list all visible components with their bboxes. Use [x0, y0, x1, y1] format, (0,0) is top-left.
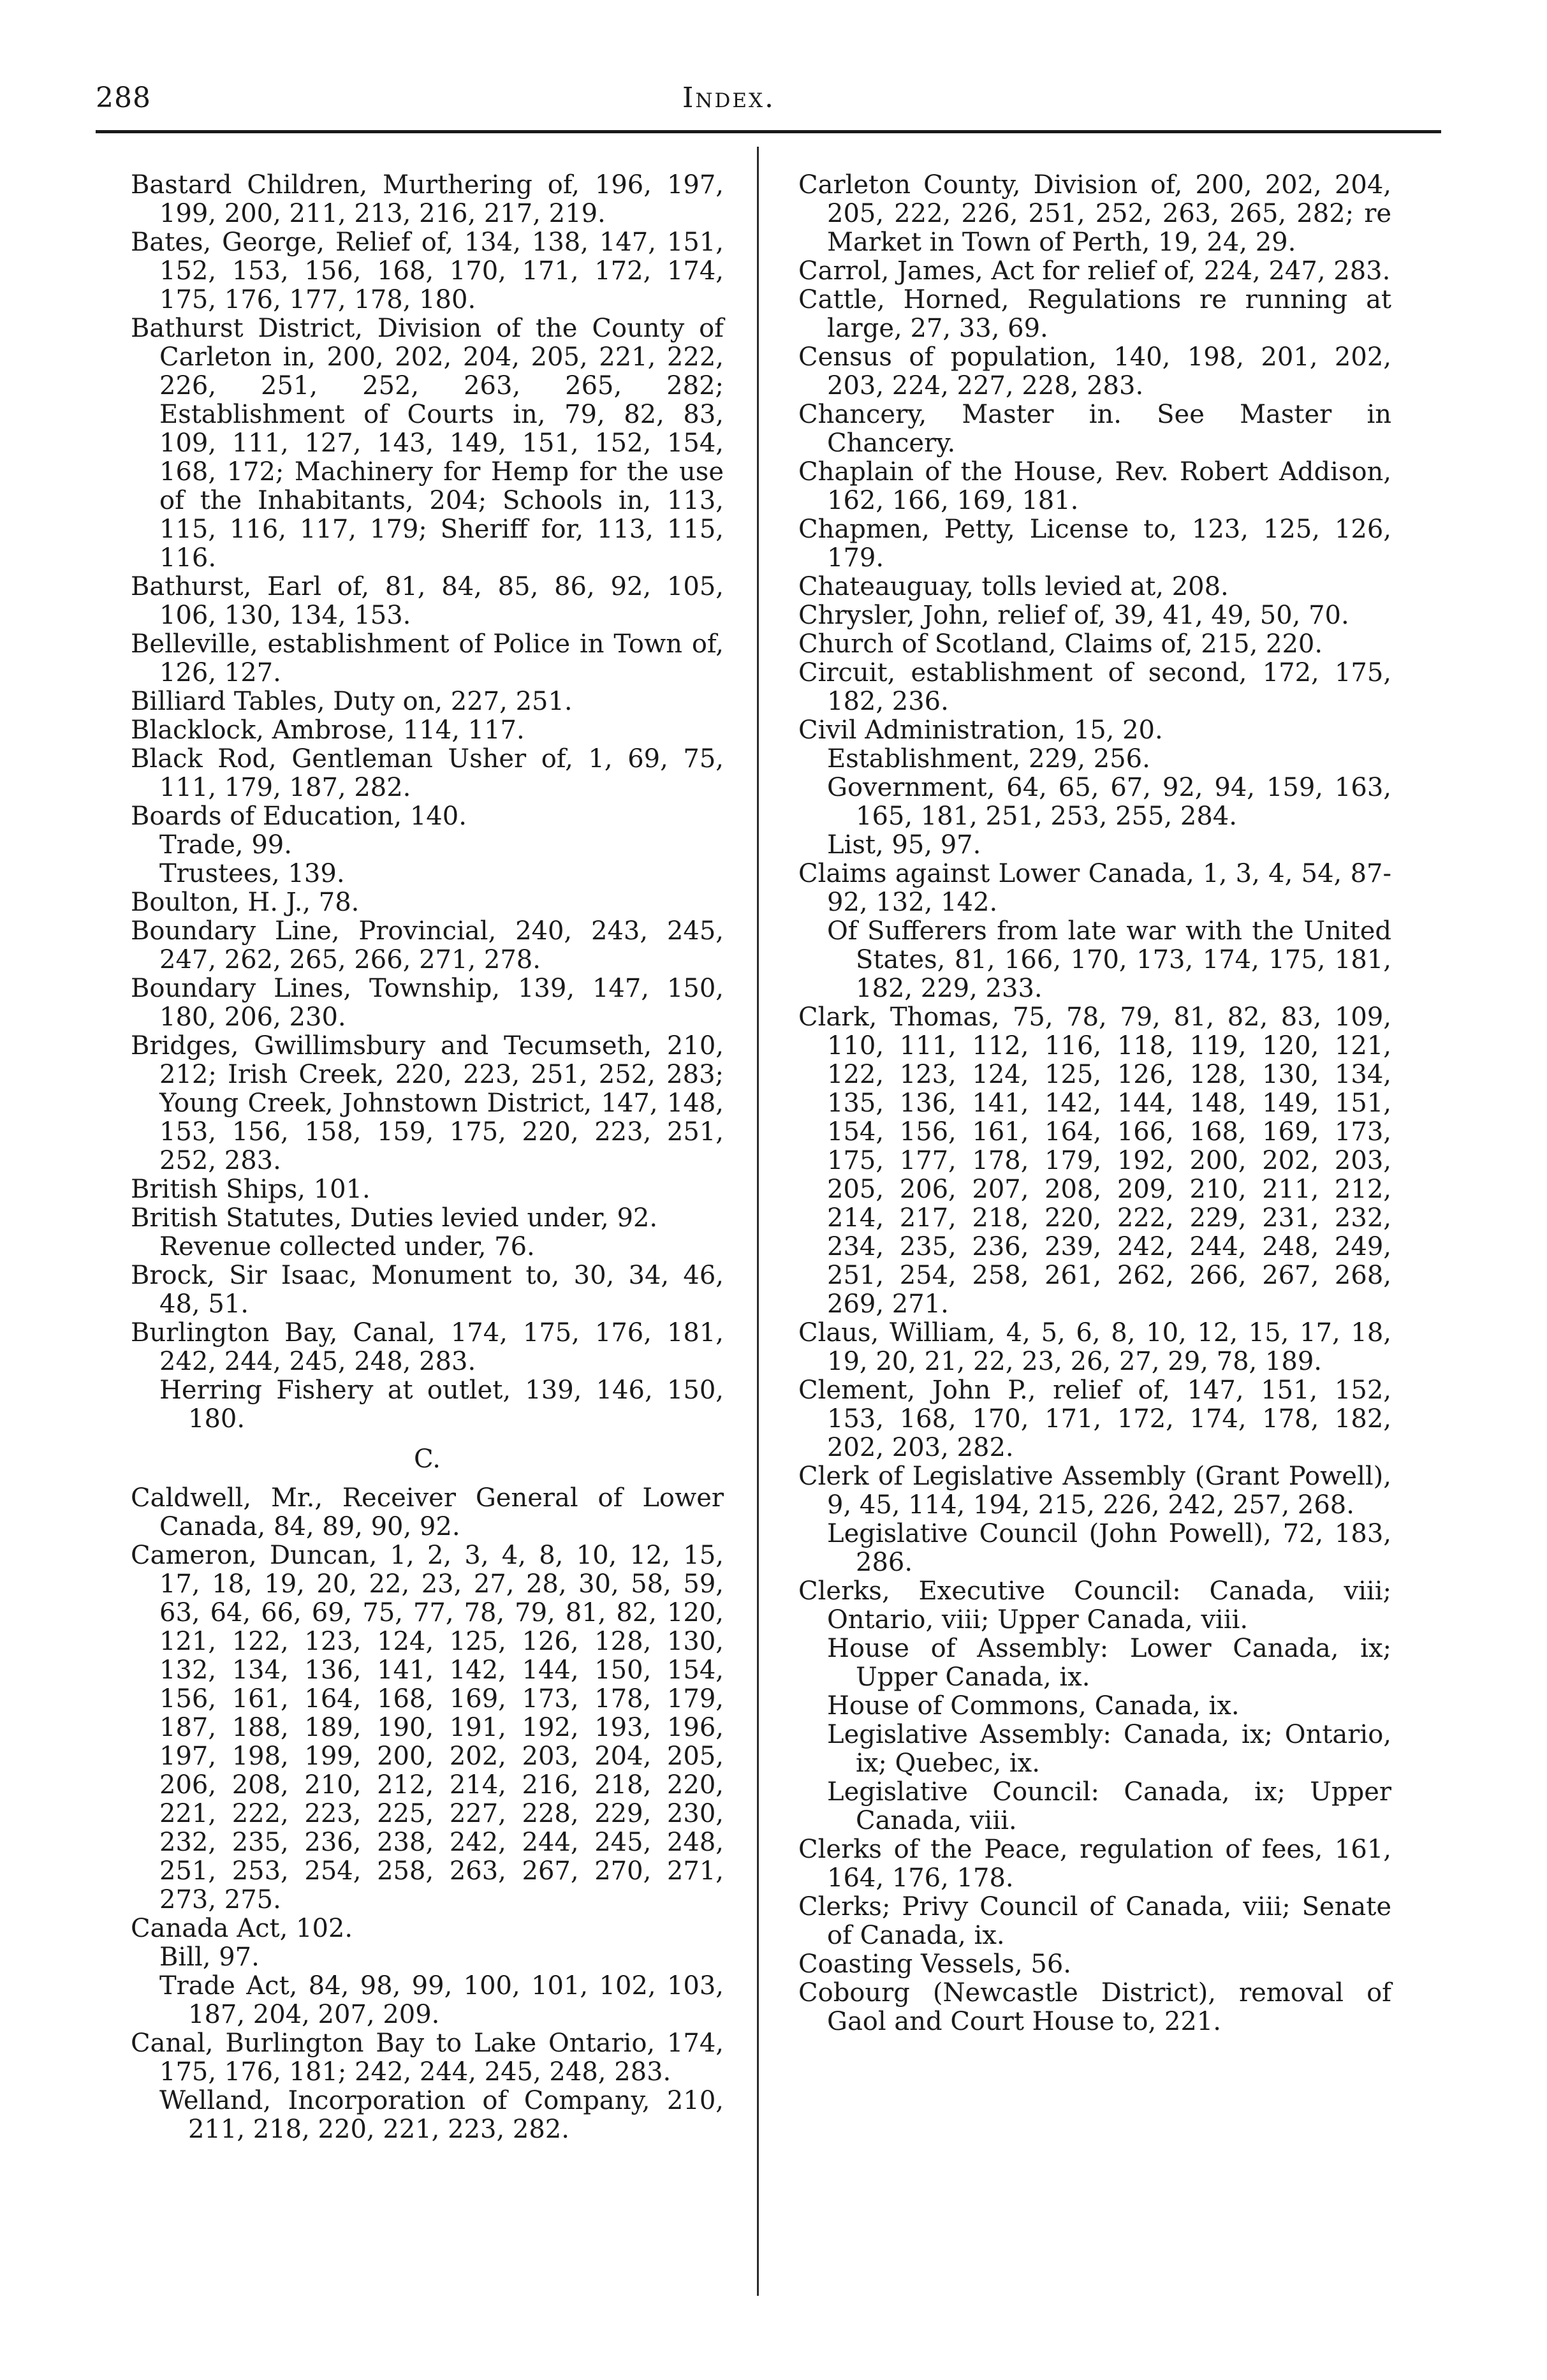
index-entry: Canal, Burlington Bay to Lake Ontario, 174, 175, 176, 181; 242, 244, 245, 248, 283. [131, 2029, 724, 2087]
index-entry: Chapmen, Petty, License to, 123, 125, 126, 179. [798, 515, 1391, 573]
index-subentry: Revenue collected under, 76. [159, 1232, 535, 1261]
index-entry: Chancery, Master in. See Master in Chancery. [798, 400, 1391, 458]
index-entry: Chaplain of the House, Rev. Robert Addison, 162, 166, 169, 181. [798, 457, 1391, 515]
index-subentry: House of Commons, Canada, ix. [827, 1691, 1240, 1721]
index-entry: Bathurst, Earl of, 81, 84, 85, 86, 92, 105, 106, 130, 134, 153. [131, 572, 724, 630]
index-entry: Burlington Bay, Canal, 174, 175, 176, 181, 242, 244, 245, 248, 283. [131, 1318, 724, 1376]
index-subentry: Bill, 97. [159, 1943, 260, 1972]
index-entry: Belleville, establishment of Police in Town of, 126, 127. [131, 629, 724, 687]
index-entry: Black Rod, Gentleman Usher of, 1, 69, 75, 111, 179, 187, 282. [131, 744, 724, 802]
index-entry: Claims against Lower Canada, 1, 3, 4, 54, 87-92, 132, 142. [798, 859, 1391, 917]
index-entry: Clerks, Executive Council: Canada, viii; Ontario, viii; Upper Canada, viii. [798, 1576, 1391, 1634]
index-entry: Cattle, Horned, Regulations re running at large, 27, 33, 69. [798, 285, 1391, 343]
index-entry: Census of population, 140, 198, 201, 202, 203, 224, 227, 228, 283. [798, 342, 1391, 400]
index-subentry: Trustees, 139. [159, 859, 345, 888]
index-entry: Billiard Tables, Duty on, 227, 251. [131, 687, 573, 716]
index-entry: Civil Administration, 15, 20. [798, 716, 1163, 745]
index-entry: Caldwell, Mr., Receiver General of Lower Canada, 84, 89, 90, 92. [131, 1483, 724, 1541]
index-entry: Bastard Children, Murthering of, 196, 197, 199, 200, 211, 213, 216, 217, 219. [131, 170, 724, 228]
index-subentry: House of Assembly: Lower Canada, ix; Upper Canada, ix. [827, 1634, 1391, 1692]
index-subentry: Legislative Council: Canada, ix; Upper Canada, viii. [827, 1777, 1391, 1835]
index-entry: Circuit, establishment of second, 172, 175, 182, 236. [798, 658, 1391, 716]
index-entry: Church of Scotland, Claims of, 215, 220. [798, 629, 1323, 659]
index-entry: Canada Act, 102. [131, 1914, 353, 1943]
index-entry: Coasting Vessels, 56. [798, 1950, 1071, 1979]
index-subentry: List, 95, 97. [827, 830, 981, 860]
index-subentry: Trade, 99. [159, 830, 292, 860]
header-rule [96, 130, 1441, 133]
index-subentry: Herring Fishery at outlet, 139, 146, 150, 180. [159, 1376, 724, 1434]
index-entry: Boards of Education, 140. [131, 802, 467, 831]
index-subentry: Government, 64, 65, 67, 92, 94, 159, 163, 165, 181, 251, 253, 255, 284. [827, 773, 1391, 831]
index-subentry: Welland, Incorporation of Company, 210, 211, 218, 220, 221, 223, 282. [159, 2086, 724, 2144]
index-entry: Clerks of the Peace, regulation of fees, 161, 164, 176, 178. [798, 1835, 1391, 1893]
index-subentry: Establishment, 229, 256. [827, 744, 1150, 774]
index-entry: Chateauguay, tolls levied at, 208. [798, 572, 1229, 601]
index-entry: Clerks; Privy Council of Canada, viii; Senate of Canada, ix. [798, 1892, 1391, 1950]
index-entry: Blacklock, Ambrose, 114, 117. [131, 716, 525, 745]
right-column [798, 171, 1391, 2036]
index-subentry: Legislative Assembly: Canada, ix; Ontario, ix; Quebec, ix. [827, 1720, 1391, 1778]
index-entry: Bridges, Gwillimsbury and Tecumseth, 210, 212; Irish Creek, 220, 223, 251, 252, 283; Young Creek, Johnstown District, 147, 148, 153, 156, 158, 159, 175, 220, 223, 251, 252, 283. [131, 1031, 724, 1175]
index-entry: Bathurst District, Division of the County of Carleton in, 200, 202, 204, 205, 221, 222, 226, 251, 252, 263, 265, 282; Establishment of Courts in, 79, 82, 83, 109, 111, 127, 143, 149, 151, 152, 154, 168, 172; Machinery for Hemp for the use of the Inhabitants, 204; Schools in, 113, 115, 116, 117, 179; Sheriff for, 113, 115, 116. [131, 314, 724, 573]
index-entry: Clark, Thomas, 75, 78, 79, 81, 82, 83, 109, 110, 111, 112, 116, 118, 119, 120, 121, 122, 123, 124, 125, 126, 128, 130, 134, 135, 136, 141, 142, 144, 148, 149, 151, 154, 156, 161, 164, 166, 168, 169, 173, 175, 177, 178, 179, 192, 200, 202, 203, 205, 206, 207, 208, 209, 210, 211, 212, 214, 217, 218, 220, 222, 229, 231, 232, 234, 235, 236, 239, 242, 244, 248, 249, 251, 254, 258, 261, 262, 266, 267, 268, 269, 271. [798, 1003, 1391, 1319]
index-entry: Clerk of Legislative Assembly (Grant Powell), 9, 45, 114, 194, 215, 226, 242, 257, 268. [798, 1462, 1391, 1520]
column-divider [757, 147, 759, 2296]
index-entry: Cobourg (Newcastle District), removal of Gaol and Court House to, 221. [798, 1978, 1391, 2036]
left-column [131, 171, 724, 2144]
index-subentry: Trade Act, 84, 98, 99, 100, 101, 102, 103, 187, 204, 207, 209. [159, 1971, 724, 2029]
index-entry: Boundary Line, Provincial, 240, 243, 245, 247, 262, 265, 266, 271, 278. [131, 916, 724, 974]
index-entry: Claus, William, 4, 5, 6, 8, 10, 12, 15, 17, 18, 19, 20, 21, 22, 23, 26, 27, 29, 78, 189. [798, 1318, 1391, 1376]
page-number: 288 [96, 82, 151, 114]
index-entry: British Ships, 101. [131, 1175, 370, 1204]
index-subentry: Of Sufferers from late war with the United States, 81, 166, 170, 173, 174, 175, 181, 182, 229, 233. [827, 916, 1391, 1003]
index-entry: British Statutes, Duties levied under, 92. [131, 1203, 658, 1233]
index-entry: Carleton County, Division of, 200, 202, 204, 205, 222, 226, 251, 252, 263, 265, 282; re Market in Town of Perth, 19, 24, 29. [798, 170, 1391, 257]
index-entry: Carrol, James, Act for relief of, 224, 247, 283. [798, 256, 1391, 286]
index-entry: Boundary Lines, Township, 139, 147, 150, 180, 206, 230. [131, 974, 724, 1032]
index-entry: Brock, Sir Isaac, Monument to, 30, 34, 46, 48, 51. [131, 1261, 724, 1319]
page-header [96, 82, 1441, 126]
index-entry: Chrysler, John, relief of, 39, 41, 49, 50, 70. [798, 601, 1349, 630]
index-entry: Clement, John P., relief of, 147, 151, 152, 153, 168, 170, 171, 172, 174, 178, 182, 202, 203, 282. [798, 1376, 1391, 1462]
index-subentry: Legislative Council (John Powell), 72, 183, 286. [827, 1519, 1391, 1577]
index-entry: Cameron, Duncan, 1, 2, 3, 4, 8, 10, 12, 15, 17, 18, 19, 20, 22, 23, 27, 28, 30, 58, 59, 63, 64, 66, 69, 75, 77, 78, 79, 81, 82, 120, 121, 122, 123, 124, 125, 126, 128, 130, 132, 134, 136, 141, 142, 144, 150, 154, 156, 161, 164, 168, 169, 173, 178, 179, 187, 188, 189, 190, 191, 192, 193, 196, 197, 198, 199, 200, 202, 203, 204, 205, 206, 208, 210, 212, 214, 216, 218, 220, 221, 222, 223, 225, 227, 228, 229, 230, 232, 235, 236, 238, 242, 244, 245, 248, 251, 253, 254, 258, 263, 267, 270, 271, 273, 275. [131, 1541, 724, 1914]
section-letter: C. [414, 1444, 441, 1474]
index-entry: Boulton, H. J., 78. [131, 888, 360, 917]
index-entry: Bates, George, Relief of, 134, 138, 147, 151, 152, 153, 156, 168, 170, 171, 172, 174, 175, 176, 177, 178, 180. [131, 228, 724, 314]
running-head: Index. [682, 82, 776, 114]
